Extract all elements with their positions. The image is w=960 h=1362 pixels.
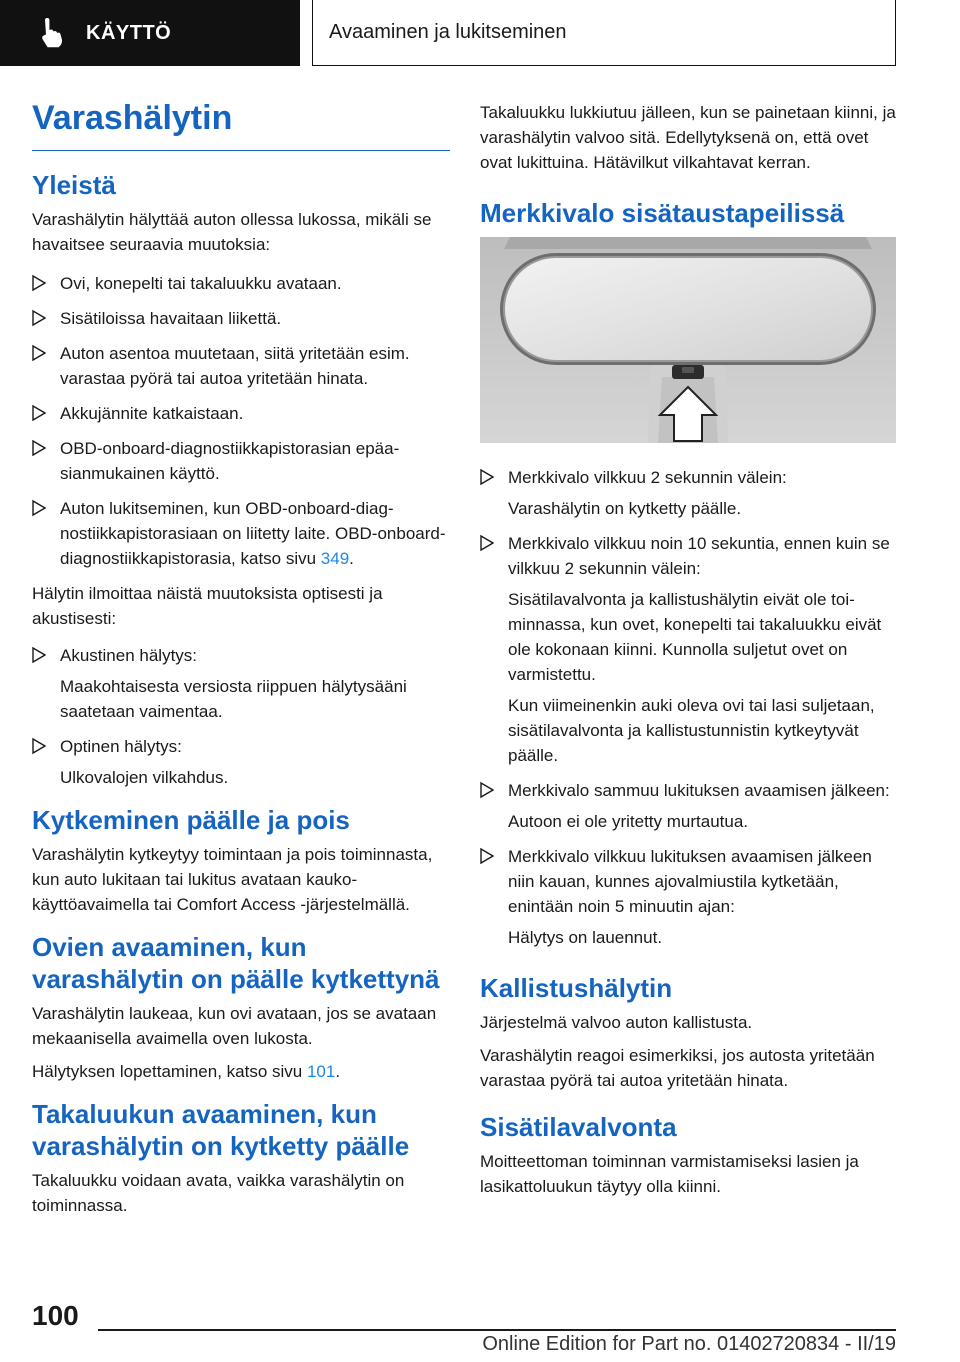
section-tab[interactable] (0, 0, 300, 66)
footer-divider (98, 1329, 896, 1331)
kytkeminen-text: Varashälytin kytkeytyy toimintaan ja pois toiminnasta, kun auto lukitaan tai lukitus avataan kaukokäyttöavaimella tai Comfort Access -järjestelmällä. (32, 845, 433, 914)
triangle-bullet-icon (32, 737, 46, 755)
heading-takaluukun-avaaminen: Takaluukun avaaminen, kun varashälytin on kytketty päälle (32, 1099, 410, 1161)
heading-yleista: Yleistä (32, 170, 116, 200)
kallistus-text-2: Varashälytin reagoi esimerkiksi, jos autosta yritetään varastaa pyörä tai autoa yritetään hinata. (480, 1046, 875, 1090)
heading-kallistushalytin: Kallistushälytin (480, 973, 673, 1003)
left-column (32, 96, 450, 1226)
triangle-bullet-icon (32, 309, 46, 327)
section-label: KÄYTTÖ (86, 21, 172, 44)
heading-merkkivalo: Merkkivalo sisätaustapeilissä (480, 198, 845, 228)
page-header (0, 0, 960, 66)
triangle-bullet-icon (480, 847, 494, 865)
page-link-101[interactable]: 101 (306, 1062, 336, 1081)
kallistus-text-1: Järjestelmä valvoo auton kallistusta. (480, 1013, 753, 1032)
list-item: Merkkivalo vilkkuu noin 10 sekuntia, ennen kuin se vilkkuu 2 sekunnin välein: Sisätilavalvonta ja kallistushälytin eivät ole toiminnassa, kun ovet, konepelti tai takaluukku eivät ole kokonaan kiinni. Kunnolla suljetut ovet on varmistettu. Kun viimeinenkin auki oleva ovi tai lasi suljetaan, sisätilavalvonta ja kallistustunnistin kytkeytyvät päälle. (480, 531, 898, 768)
triangle-bullet-icon (480, 468, 494, 486)
change-list (32, 271, 450, 571)
takaluukun-text: Takaluukku voidaan avata, vaikka varashälytin on toiminnassa. (32, 1171, 405, 1215)
triangle-bullet-icon (32, 646, 46, 664)
list-item: Auton lukitseminen, kun OBD-onboard-diagnostiikkapistorasiaan on liitetty laite. OBD-onboard-diagnostiikkapistorasia, katso sivu 349. (32, 496, 450, 571)
triangle-bullet-icon (32, 274, 46, 292)
triangle-bullet-icon (480, 781, 494, 799)
triangle-bullet-icon (480, 534, 494, 552)
page-title: Varashälytin (32, 96, 450, 151)
takaluukku-text: Takaluukku lukkiutuu jälleen, kun se painetaan kiinni, ja varashälytin valvoo sitä. Edellytyksenä on, että ovet ovat lukittuina. Hätävilkut vilkahtavat kerran. (480, 103, 896, 172)
list-item: Optinen hälytys: Ulkovalojen vilkahdus. (32, 734, 450, 790)
list-item: Merkkivalo sammuu lukituksen avaamisen jälkeen: Autoon ei ole yritetty murtautua. (480, 778, 898, 834)
touch-hand-icon (38, 18, 66, 48)
list-item: Ovi, konepelti tai takaluukku avataan. (32, 271, 450, 296)
list-item: Merkkivalo vilkkuu lukituksen avaamisen jälkeen niin kauan, kunnes ajovalmiustila kytketään, enintään noin 5 minuutin ajan: Hälytys on lauennut. (480, 844, 898, 950)
list-item: Akustinen hälytys: Maakohtaisesta versiosta riippuen hälytysääni saatetaan vaimentaa. (32, 643, 450, 724)
list-item: Merkkivalo vilkkuu 2 sekunnin välein: Varashälytin on kytketty päälle. (480, 465, 898, 521)
yleista-outro: Hälytin ilmoittaa näistä muutoksista optisesti ja akustisesti: (32, 584, 383, 628)
page-number: 100 (32, 1300, 79, 1331)
ovien-text: Varashälytin laukeaa, kun ovi avataan, jos se avataan mekaanisella avaimella oven lukosta. (32, 1004, 437, 1048)
chapter-title: Avaaminen ja lukitseminen (312, 0, 896, 66)
right-column (480, 100, 898, 1207)
rearview-mirror-illustration (480, 237, 896, 443)
list-item: OBD-onboard-diagnostiikkapistorasian epäasianmukainen käyttö. (32, 436, 450, 486)
sisatila-text: Moitteettoman toiminnan varmistamiseksi lasien ja lasikattoluukun täytyy olla kiinni. (480, 1152, 859, 1196)
heading-sisatilavalvonta: Sisätilavalvonta (480, 1112, 677, 1142)
ovien-stop: Hälytyksen lopettaminen, katso sivu 101. (32, 1062, 341, 1081)
triangle-bullet-icon (32, 499, 46, 517)
edition-info: Online Edition for Part no. 01402720834 - II/19 (482, 1333, 896, 1355)
triangle-bullet-icon (32, 439, 46, 457)
triangle-bullet-icon (32, 404, 46, 422)
yleista-intro: Varashälytin hälyttää auton ollessa lukossa, mikäli se havaitsee seuraavia muutoksia: (32, 210, 432, 254)
heading-kytkeminen: Kytkeminen päälle ja pois (32, 805, 350, 835)
list-item: Akkujännite katkaistaan. (32, 401, 450, 426)
heading-ovien-avaaminen: Ovien avaaminen, kun varashälytin on päälle kytkettynä (32, 932, 440, 994)
indicator-list (480, 465, 898, 950)
triangle-bullet-icon (32, 344, 46, 362)
page-link-349[interactable]: 349 (320, 549, 350, 568)
list-item: Sisätiloissa havaitaan liikettä. (32, 306, 450, 331)
list-item: Auton asentoa muutetaan, siitä yritetään esim. varastaa pyörä tai autoa yritetään hinata. (32, 341, 450, 391)
signal-list (32, 643, 450, 790)
